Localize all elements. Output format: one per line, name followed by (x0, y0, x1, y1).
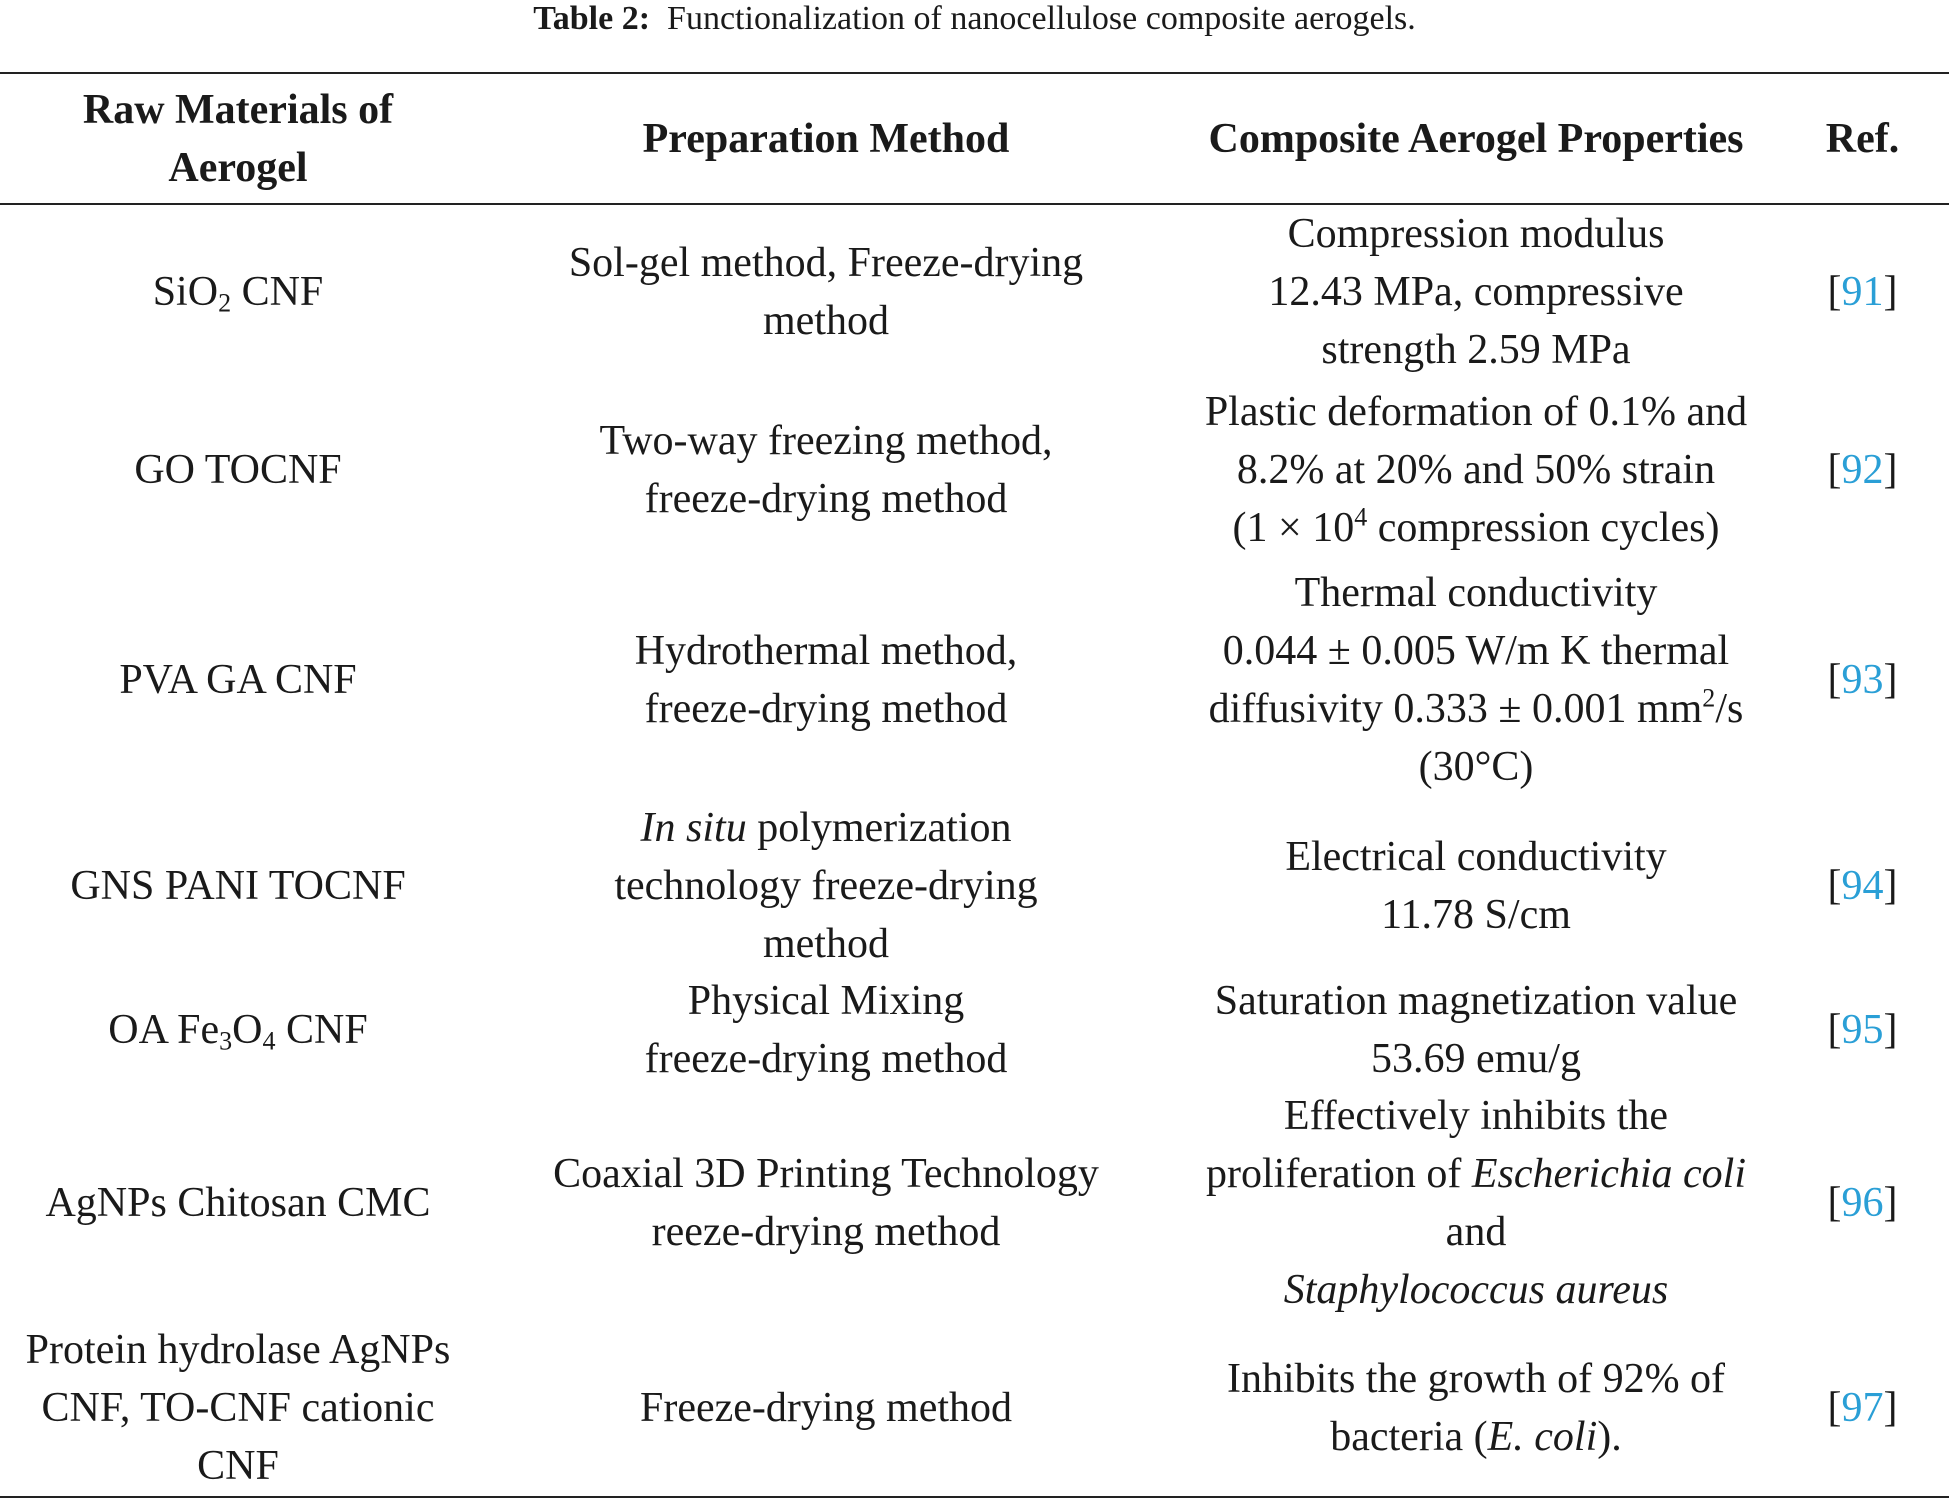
column-header-properties: Composite Aerogel Properties (1208, 115, 1744, 162)
table-row-1-method: Sol-gel method, Freeze-drying method (568, 240, 1084, 344)
table-row-6-properties: Effectively inhibits the proliferation of Escherichia coli and Staphylococcus aureus (1206, 1093, 1746, 1313)
table-row-4-method: In situ polymerization technology freeze-drying method (614, 805, 1038, 967)
column-header-raw-materials-line1: Raw Materials of (82, 86, 394, 133)
column-header-ref: Ref. (1825, 115, 1900, 162)
table-row-3-properties: Thermal conductivity 0.044 ± 0.005 W/m K thermal diffusivity 0.333 ± 0.001 $mm^2/s$ (30°C) (1208, 569, 1744, 790)
table-row-5-raw: OA $Fe_3O_4$ CNF (108, 1006, 368, 1055)
table-row-5-ref: [95] (1827, 1006, 1898, 1053)
column-header-raw-materials (0, 74, 476, 203)
column-header-preparation-method: Preparation Method (642, 115, 1010, 162)
table-row-4-raw: GNS PANI TOCNF (70, 863, 406, 909)
reference-link-93[interactable]: 93 (1841, 656, 1884, 703)
table-row-1-properties: Compression modulus 12.43 MPa, compressive strength 2.59 MPa (1268, 211, 1684, 373)
table-row-4-ref: [94] (1827, 863, 1898, 909)
table-caption (0, 0, 1949, 38)
table-row-5-properties: Saturation magnetization value 53.69 emu/g (1214, 977, 1738, 1082)
table-row-1-ref: [91] (1827, 269, 1898, 315)
table-row-5-method: Physical Mixing freeze-drying method (644, 977, 1008, 1082)
table-bottom-rule (0, 1496, 1949, 1498)
reference-link-96[interactable]: 96 (1841, 1180, 1884, 1226)
table-row-3-raw: PVA GA CNF (119, 656, 357, 703)
table-row-1-raw: SiO$_2$ CNF (152, 269, 324, 318)
table-row-6-ref: [96] (1827, 1180, 1898, 1226)
table-row-2-raw: GO TOCNF (134, 446, 342, 493)
table-row-2-ref: [92] (1827, 446, 1898, 493)
table-row-3-ref: [93] (1827, 656, 1898, 703)
reference-link-91[interactable]: 91 (1841, 269, 1884, 315)
table-row-6-raw: AgNPs Chitosan CMC (45, 1180, 431, 1226)
table-row-2-properties: Plastic deformation of 0.1% and 8.2% at 20% and 50% strain ($1 \times 10^4$ compression cycles) (1204, 388, 1748, 551)
table-row-2-method: Two-way freezing method, freeze-drying method (599, 417, 1053, 522)
table-row-6-method: Coaxial 3D Printing Technology reeze-drying method (553, 1151, 1099, 1255)
reference-link-94[interactable]: 94 (1841, 863, 1884, 909)
reference-link-97[interactable]: 97 (1841, 1385, 1884, 1431)
reference-link-95[interactable]: 95 (1841, 1006, 1884, 1053)
table-row-7-raw: Protein hydrolase AgNPs CNF, TO-CNF cationic CNF (25, 1327, 451, 1489)
table-row-4-properties: Electrical conductivity 11.78 S/cm (1285, 834, 1667, 938)
table-row-3-method: Hydrothermal method, freeze-drying method (634, 627, 1018, 732)
reference-link-92[interactable]: 92 (1841, 446, 1884, 493)
table-row-7-properties: Inhibits the growth of 92% of bacteria (E. coli). (1226, 1356, 1726, 1460)
table-row-7-method: Freeze-drying method (639, 1385, 1013, 1431)
table-caption-text: Functionalization of nanocellulose composite aerogels. (667, 0, 1416, 37)
table-caption-label: Table 2: (533, 0, 651, 37)
table-row-7-ref: [97] (1827, 1385, 1898, 1431)
column-header-raw-materials-line2: Aerogel (168, 144, 308, 191)
